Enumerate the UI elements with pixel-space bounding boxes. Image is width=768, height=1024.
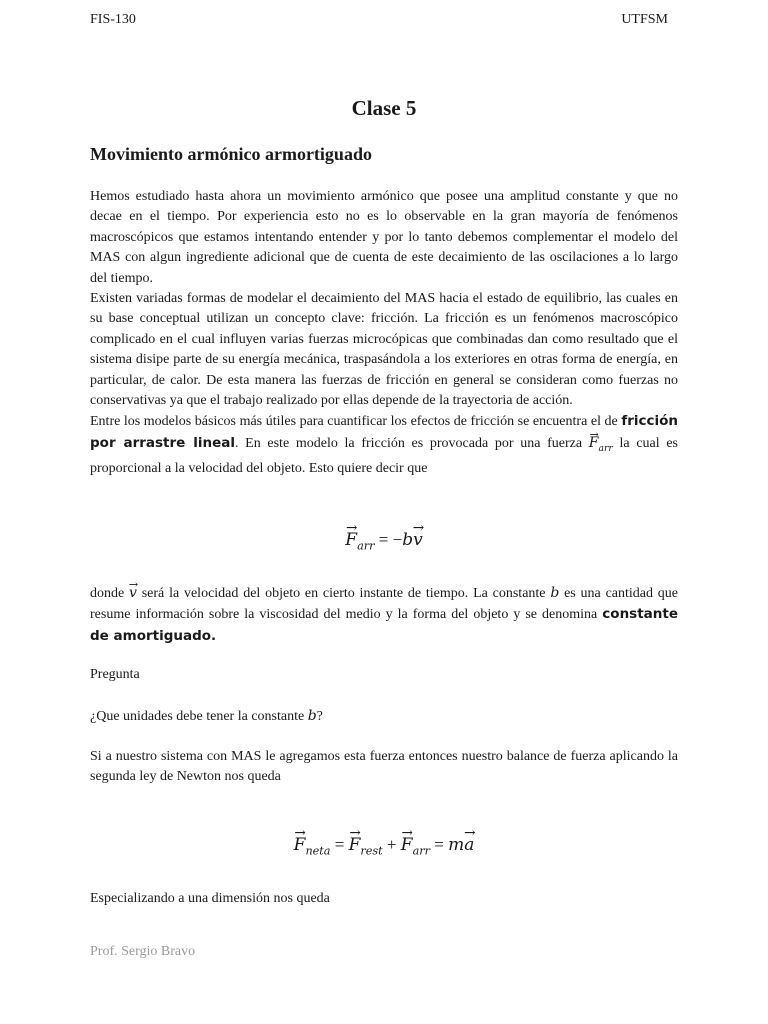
header-institution: UTFSM bbox=[621, 12, 668, 27]
paragraph-linear-drag-a: Entre los modelos básicos más útiles para cuantificar los efectos de fricción se encuentra el de bbox=[90, 414, 618, 430]
question-text bbox=[90, 706, 678, 727]
term-damping-constant: constante de amortiguado. bbox=[90, 606, 679, 644]
footer-author: Prof. Sergio Bravo bbox=[90, 944, 196, 959]
paragraph-damping-c: es una cantidad que resume información sobre la viscosidad del medio y la forma del objeto y se denomina bbox=[90, 586, 678, 623]
paragraph-newton: Si a nuestro sistema con MAS le agregamos esta fuerza entonces nuestro balance de fuerza aplicando la segunda ley de Newton nos queda bbox=[90, 749, 678, 785]
paragraph-damping-constant bbox=[90, 583, 678, 647]
equation-drag-force: → $F_{arr} = -b\to v$ bbox=[0, 530, 768, 552]
paragraph-linear-drag-b: . En este modelo la fricción es provocada por una fuerza bbox=[234, 435, 583, 451]
paragraph-damping-b: será la velocidad del objeto en cierto instante de tiempo. La constante bbox=[141, 586, 546, 601]
question-mark: ? bbox=[316, 709, 323, 724]
question-text-a: ¿Que unidades debe tener la constante bbox=[90, 709, 305, 724]
page-title: Clase 5 bbox=[351, 96, 417, 120]
question-b-symbol: b bbox=[307, 708, 317, 724]
term-linear-drag: fricción por arrastre lineal bbox=[90, 413, 679, 451]
question-label: Pregunta bbox=[90, 667, 140, 682]
section-title: Movimiento armónico armortiguado bbox=[90, 144, 372, 164]
inline-b-symbol: b bbox=[550, 585, 560, 601]
equation-newton: → $F_{neta}$ = → $F_{rest}$ + → $F_{arr} = m\to a$ bbox=[0, 835, 768, 857]
paragraph-linear-drag-c: la cual es proporcional a la velocidad del objeto. Esto quiere decir que bbox=[90, 435, 678, 477]
inline-force-symbol: → $F_{arr}$ bbox=[589, 435, 613, 451]
paragraph-intro bbox=[90, 187, 678, 479]
inline-velocity-symbol: → v bbox=[129, 583, 137, 603]
header-course-code: FIS-130 bbox=[90, 12, 136, 27]
paragraph-friction-text: Existen variadas formas de modelar el decaimiento del MAS hacia el estado de equilibrio, las cuales en su base conceptual utilizan un concepto clave: fricción. La fricción es un fenómenos macroscópico complicado en el cual influyen varias fuerzas microcópicas que combinadas dan como resultado que el sistema disipe parte de su energía mecánica, traspasándola a los exteriores en otras forma de energía, en particular, de calor. De esta manera las fuerzas de fricción en general se consideran como fuerzas no conservativas ya que el trabajo realizado por ellas depende de la trayectoria de acción. bbox=[90, 291, 678, 409]
paragraph-intro-text: Hemos estudiado hasta ahora un movimiento armónico que posee una amplitud constante y que no decae en el tiempo. Por experiencia esto no es lo observable en la gran mayoría de fenómenos macroscópicos que estamos intentando entender y por lo tanto debemos complementar el modelo del MAS con algun ingrediente adicional que de cuenta de este decaimiento de las oscilaciones a lo largo del tiempo. bbox=[90, 189, 678, 286]
paragraph-one-dimension: Especializando a una dimensión nos queda bbox=[90, 891, 330, 906]
paragraph-damping-a: donde bbox=[90, 586, 125, 601]
